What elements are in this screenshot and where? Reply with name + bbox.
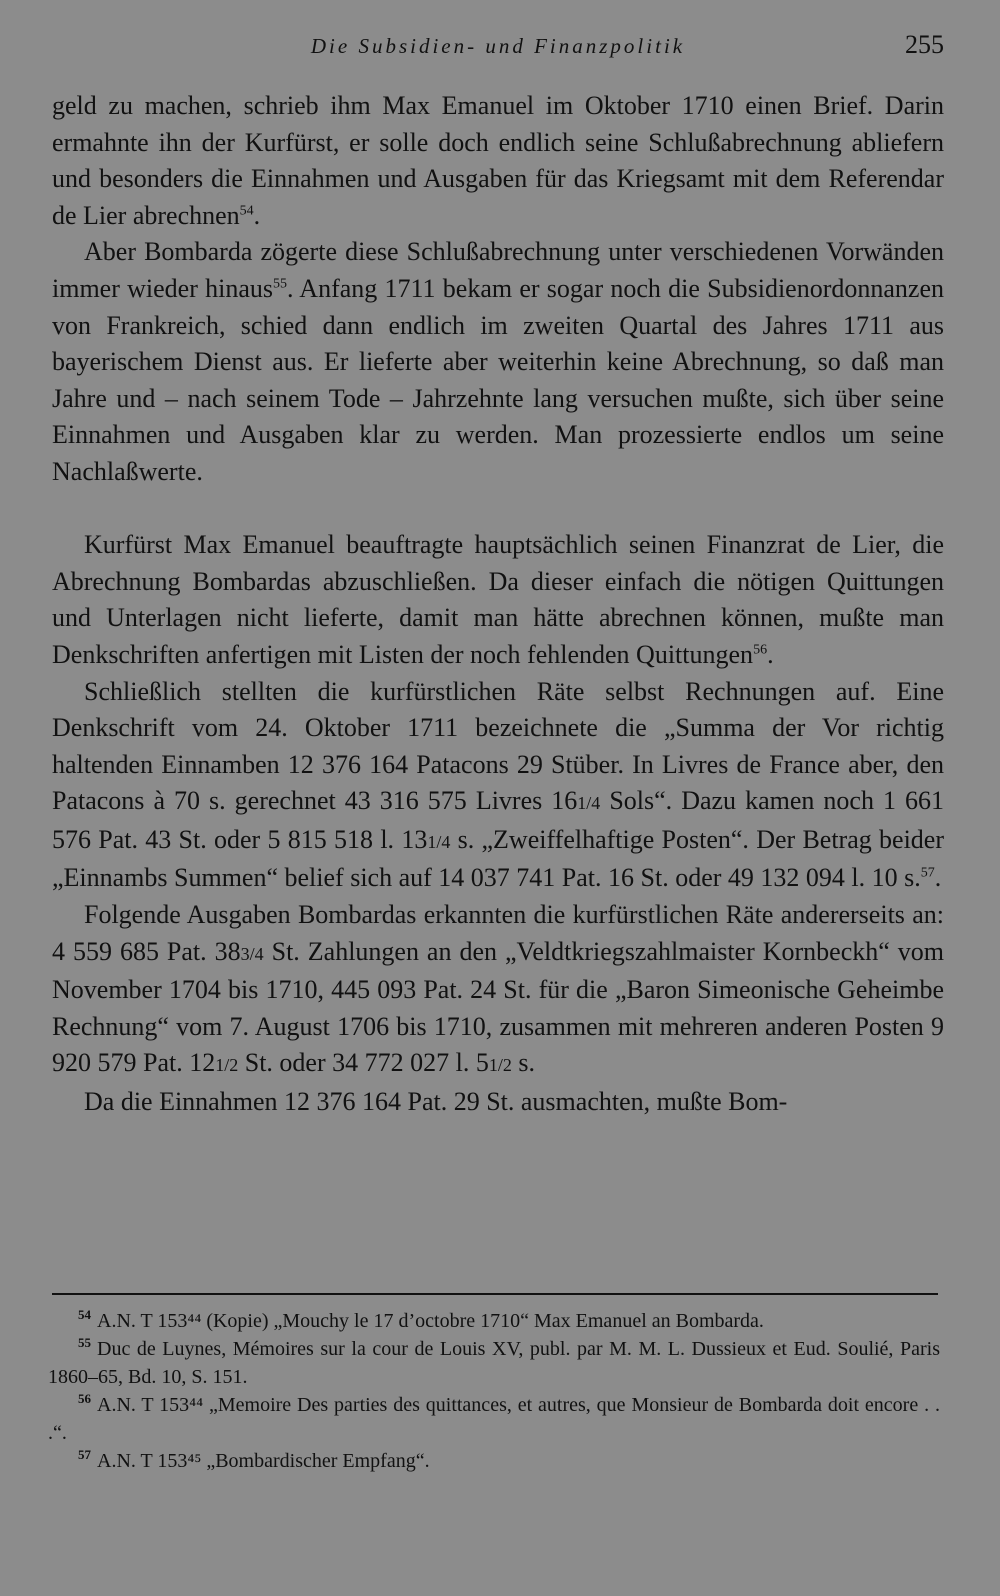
paragraph: Da die Einnahmen 12 376 164 Pat. 29 St. ausmachten, mußte Bom- (84, 1087, 788, 1117)
body-text (52, 88, 944, 1121)
paragraph: Kurfürst Max Emanuel beauftragte hauptsächlich seinen Finanzrat de Lier, die Abrechnung Bombardas abzuschließen. Da dieser einfach die nötigen Quittungen und Unterlagen nicht lieferte, damit man hätte abrechnen können, mußte man Denkschriften anfertigen mit Listen der noch fehlenden Quittungen$^{56}$. (52, 530, 944, 669)
page-number: 255 (905, 30, 944, 59)
footnote-mark: 55 (78, 1335, 91, 1351)
footnote: $^{54}$ A.N. T 153⁴⁴ (Kopie) „Mouchy le 17 d’octobre 1710“ Max Emanuel an Bombarda. (78, 1307, 764, 1332)
footnote: $^{56}$ A.N. T 153⁴⁴ „Memoire Des parties des quittances, et autres, que Monsieur de Bombarda doit encore . . .“. (48, 1391, 940, 1444)
page-header (52, 30, 944, 66)
footnote-rule (52, 1293, 938, 1295)
footnote-mark: 54 (78, 1307, 91, 1323)
running-head: Die Subsidien- und Finanzpolitik (310, 34, 686, 58)
paragraph: geld zu machen, schrieb ihm Max Emanuel im Oktober 1710 einen Brief. Darin ermahnte ihn der Kurfürst, er solle doch endlich seine Schlußabrechnung abliefern und besonders die Einnahmen und Ausgaben für das Kriegsamt mit dem Referendar de Lier abrechnen$^{54}$. (52, 91, 944, 230)
fraction: 1/4 (577, 793, 601, 814)
fraction: 1/2 (488, 1055, 512, 1076)
fraction: 1/2 (215, 1055, 239, 1076)
paragraph: Schließlich stellten die kurfürstlichen Räte selbst Rechnungen auf. Eine Denkschrift vom 24. Oktober 1711 bezeichnete die „Summa der Vor richtig haltenden Einnamben 12 376 164 Patacons 29 Stüber. In Livres de France aber, den Patacons à 70 s. gerechnet 43 316 575 Livres 161/4 Sols“. Dazu kamen noch 1 661 576 Pat. 43 St. oder 5 815 518 l. 131/4 s. „Zweiffelhaftige Posten“. Der Betrag beider „Einnambs Summen“ belief sich auf 14 037 741 Pat. 16 St. oder 49 132 094 l. 10 s.$^{57}$. (52, 676, 944, 893)
footnote-ref[interactable]: 56 (753, 642, 768, 658)
footnote-ref[interactable]: 55 (272, 276, 287, 292)
paragraph: Aber Bombarda zögerte diese Schlußabrechnung unter verschiedenen Vorwänden immer wieder hinaus$^{55}$. Anfang 1711 bekam er sogar noch die Subsidienordonnanzen von Frankreich, schied dann endlich im zweiten Quartal des Jahres 1711 aus bayerischem Dienst aus. Er lieferte aber weiterhin keine Abrechnung, so daß man Jahre und – nach seinem Tode – Jahrzehnte lang versuchen mußte, sich über seine Einnahmen und Ausgaben klar zu werden. Man prozessierte endlos um seine Nachlaßwerte. (52, 237, 944, 486)
footnote: $^{57}$ A.N. T 153⁴⁵ „Bombardischer Empfang“. (78, 1447, 430, 1472)
fraction: 3/4 (240, 943, 264, 964)
fraction: 1/4 (427, 831, 451, 852)
footnotes (48, 1307, 940, 1475)
footnote-ref[interactable]: 57 (920, 865, 935, 881)
footnote-mark: 57 (78, 1447, 91, 1463)
footnote-ref[interactable]: 54 (239, 203, 254, 219)
footnote: $^{55}$ Duc de Luynes, Mémoires sur la cour de Louis XV, publ. par M. M. L. Dussieux et Eud. Soulié, Paris 1860–65, Bd. 10, S. 151. (48, 1335, 940, 1388)
paragraph: Folgende Ausgaben Bombardas erkannten die kurfürstlichen Räte andererseits an: 4 559 685 Pat. 383/4 St. Zahlungen an den „Veldtkriegszahlmaister Kornbeckh“ vom November 1704 bis 1710, 445 093 Pat. 24 St. für die „Baron Simeonische Geheimbe Rechnung“ vom 7. August 1706 bis 1710, zusammen mit mehreren anderen Posten 9 920 579 Pat. 121/2 St. oder 34 772 027 l. 51/2 s. (52, 900, 944, 1078)
footnote-mark: 56 (78, 1391, 91, 1407)
